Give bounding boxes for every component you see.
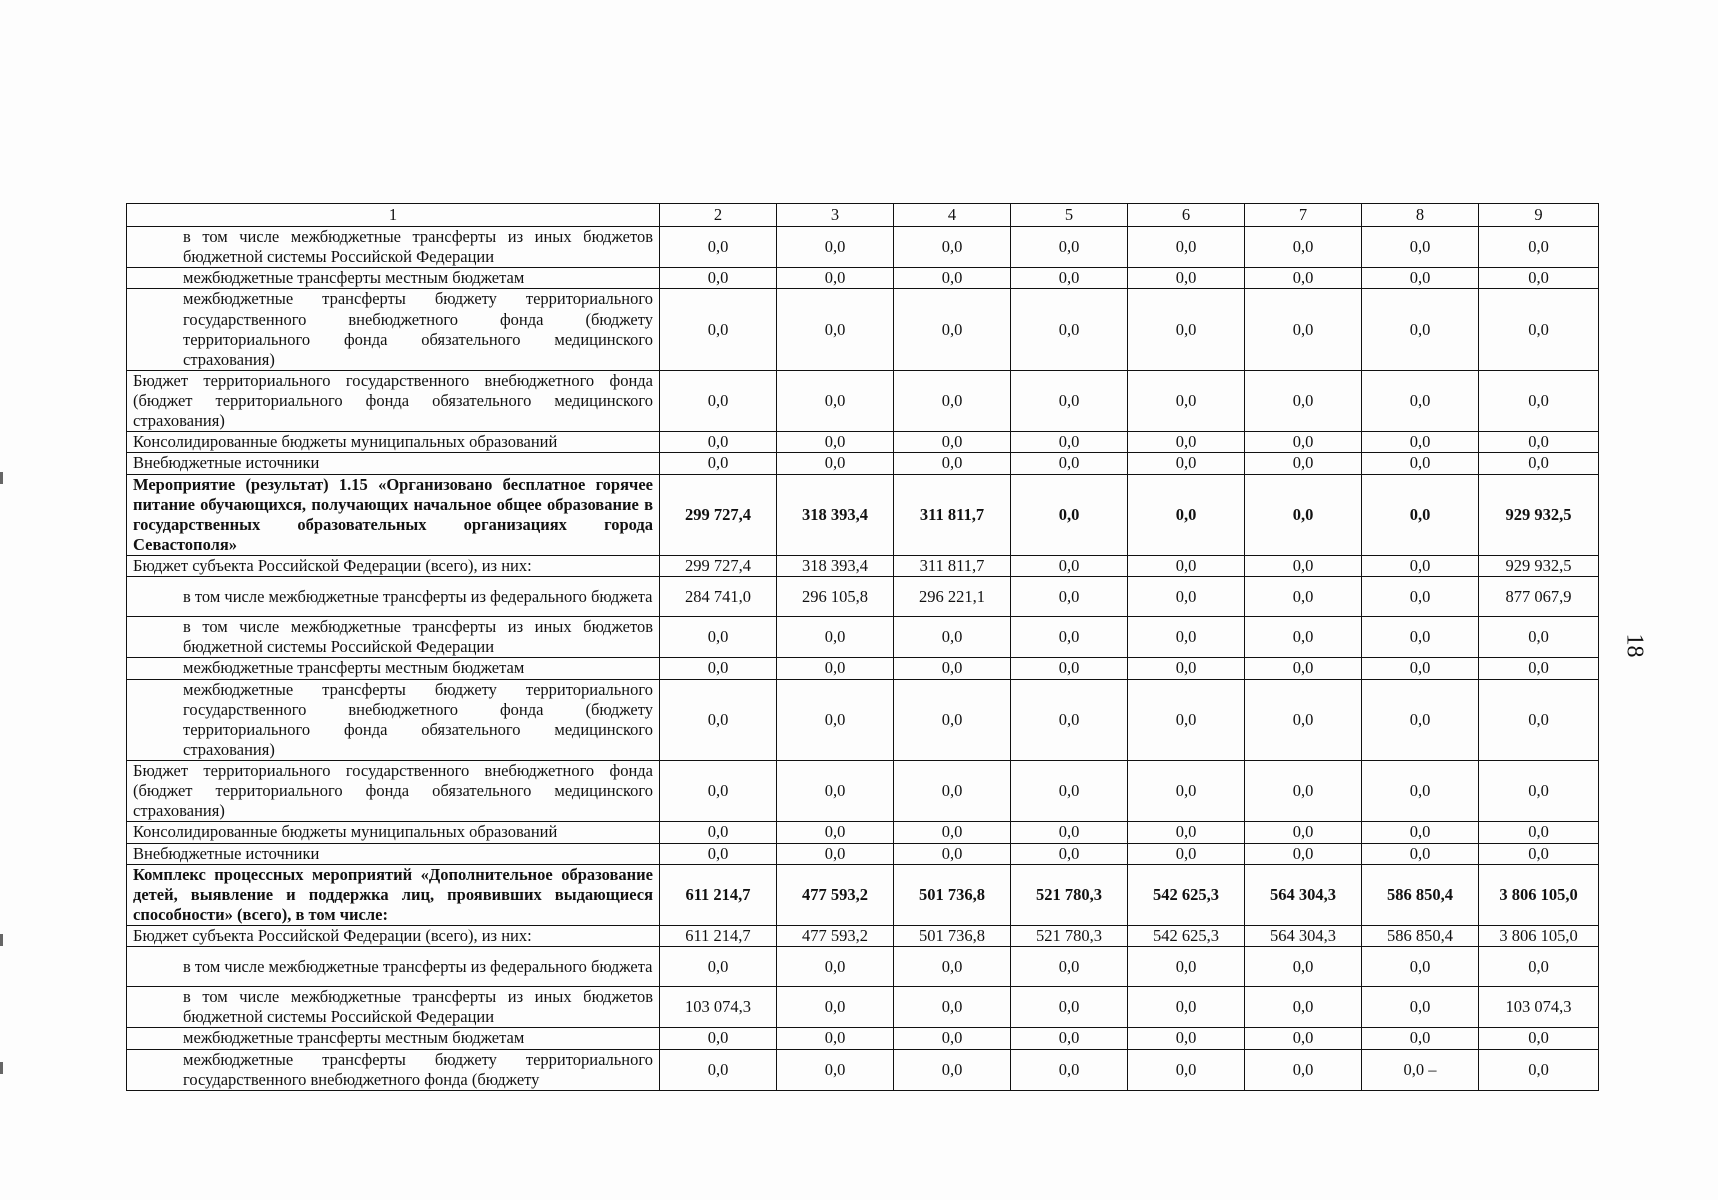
value-cell: 0,0 bbox=[1362, 617, 1479, 658]
column-header: 3 bbox=[777, 204, 894, 227]
value-cell: 311 811,7 bbox=[894, 556, 1011, 577]
page-number: 18 bbox=[1621, 633, 1648, 658]
value-cell: 0,0 – bbox=[1362, 1049, 1479, 1090]
table-row bbox=[127, 761, 1599, 822]
value-cell: 0,0 bbox=[1011, 370, 1128, 431]
value-cell: 0,0 bbox=[894, 843, 1011, 864]
row-label: Бюджет территориального государственного внебюджетного фонда (бюджет территориального фонда обязательного медицинского страхования) bbox=[127, 761, 660, 822]
value-cell: 586 850,4 bbox=[1362, 926, 1479, 947]
value-cell: 0,0 bbox=[1011, 679, 1128, 761]
value-cell: 0,0 bbox=[660, 822, 777, 843]
value-cell: 0,0 bbox=[1128, 556, 1245, 577]
value-cell: 0,0 bbox=[777, 1049, 894, 1090]
value-cell: 0,0 bbox=[1362, 987, 1479, 1028]
value-cell: 477 593,2 bbox=[777, 864, 894, 925]
value-cell: 0,0 bbox=[1245, 268, 1362, 289]
value-cell: 0,0 bbox=[660, 843, 777, 864]
value-cell: 0,0 bbox=[1362, 843, 1479, 864]
value-cell: 0,0 bbox=[660, 679, 777, 761]
column-header: 8 bbox=[1362, 204, 1479, 227]
table-row bbox=[127, 289, 1599, 371]
value-cell: 0,0 bbox=[894, 1028, 1011, 1049]
table-row bbox=[127, 617, 1599, 658]
value-cell: 0,0 bbox=[1479, 289, 1599, 371]
value-cell: 0,0 bbox=[777, 843, 894, 864]
column-header: 5 bbox=[1011, 204, 1128, 227]
value-cell: 0,0 bbox=[1479, 227, 1599, 268]
value-cell: 586 850,4 bbox=[1362, 864, 1479, 925]
row-label: Бюджет территориального государственного внебюджетного фонда (бюджет территориального фонда обязательного медицинского страхования) bbox=[127, 370, 660, 431]
column-header: 6 bbox=[1128, 204, 1245, 227]
value-cell: 284 741,0 bbox=[660, 577, 777, 617]
value-cell: 611 214,7 bbox=[660, 926, 777, 947]
value-cell: 0,0 bbox=[1479, 843, 1599, 864]
scan-margin-mark bbox=[0, 934, 3, 946]
value-cell: 318 393,4 bbox=[777, 556, 894, 577]
table-row bbox=[127, 453, 1599, 474]
value-cell: 0,0 bbox=[660, 1028, 777, 1049]
table-row bbox=[127, 822, 1599, 843]
table-row bbox=[127, 474, 1599, 556]
row-label: Бюджет субъекта Российской Федерации (всего), из них: bbox=[127, 556, 660, 577]
value-cell: 0,0 bbox=[1128, 289, 1245, 371]
value-cell: 0,0 bbox=[894, 432, 1011, 453]
table-row bbox=[127, 268, 1599, 289]
row-label: Комплекс процессных мероприятий «Дополнительное образование детей, выявление и поддержка лиц, проявивших выдающиеся способности» (всего), в том числе: bbox=[127, 864, 660, 925]
value-cell: 0,0 bbox=[777, 370, 894, 431]
value-cell: 0,0 bbox=[777, 432, 894, 453]
value-cell: 0,0 bbox=[1011, 658, 1128, 679]
value-cell: 0,0 bbox=[894, 617, 1011, 658]
value-cell: 521 780,3 bbox=[1011, 926, 1128, 947]
value-cell: 0,0 bbox=[894, 822, 1011, 843]
value-cell: 0,0 bbox=[1245, 987, 1362, 1028]
value-cell: 0,0 bbox=[1128, 1028, 1245, 1049]
row-label: Бюджет субъекта Российской Федерации (всего), из них: bbox=[127, 926, 660, 947]
value-cell: 0,0 bbox=[1245, 556, 1362, 577]
value-cell: 0,0 bbox=[1245, 822, 1362, 843]
value-cell: 0,0 bbox=[1128, 370, 1245, 431]
value-cell: 0,0 bbox=[1362, 268, 1479, 289]
value-cell: 501 736,8 bbox=[894, 926, 1011, 947]
value-cell: 0,0 bbox=[777, 822, 894, 843]
table-row bbox=[127, 926, 1599, 947]
value-cell: 0,0 bbox=[1011, 617, 1128, 658]
budget-table bbox=[126, 203, 1599, 1091]
value-cell: 0,0 bbox=[1479, 453, 1599, 474]
value-cell: 0,0 bbox=[1362, 947, 1479, 987]
value-cell: 0,0 bbox=[1011, 1028, 1128, 1049]
value-cell: 564 304,3 bbox=[1245, 864, 1362, 925]
value-cell: 0,0 bbox=[894, 227, 1011, 268]
value-cell: 521 780,3 bbox=[1011, 864, 1128, 925]
value-cell: 0,0 bbox=[1479, 947, 1599, 987]
row-label: межбюджетные трансферты местным бюджетам bbox=[127, 658, 660, 679]
value-cell: 299 727,4 bbox=[660, 556, 777, 577]
value-cell: 0,0 bbox=[1128, 432, 1245, 453]
value-cell: 0,0 bbox=[1011, 556, 1128, 577]
value-cell: 501 736,8 bbox=[894, 864, 1011, 925]
table-row bbox=[127, 432, 1599, 453]
value-cell: 0,0 bbox=[1479, 268, 1599, 289]
value-cell: 103 074,3 bbox=[660, 987, 777, 1028]
value-cell: 0,0 bbox=[1128, 843, 1245, 864]
value-cell: 0,0 bbox=[1245, 1028, 1362, 1049]
value-cell: 0,0 bbox=[1245, 370, 1362, 431]
value-cell: 929 932,5 bbox=[1479, 474, 1599, 556]
value-cell: 0,0 bbox=[1011, 822, 1128, 843]
value-cell: 0,0 bbox=[1011, 1049, 1128, 1090]
row-label: межбюджетные трансферты местным бюджетам bbox=[127, 268, 660, 289]
value-cell: 0,0 bbox=[1362, 432, 1479, 453]
value-cell: 0,0 bbox=[1128, 577, 1245, 617]
value-cell: 0,0 bbox=[1362, 658, 1479, 679]
value-cell: 0,0 bbox=[1479, 679, 1599, 761]
row-label: Консолидированные бюджеты муниципальных образований bbox=[127, 822, 660, 843]
value-cell: 0,0 bbox=[777, 679, 894, 761]
table-row bbox=[127, 577, 1599, 617]
value-cell: 0,0 bbox=[1011, 289, 1128, 371]
value-cell: 0,0 bbox=[1011, 947, 1128, 987]
row-label: Консолидированные бюджеты муниципальных образований bbox=[127, 432, 660, 453]
value-cell: 0,0 bbox=[1362, 474, 1479, 556]
row-label: межбюджетные трансферты бюджету территориального государственного внебюджетного фонда (бюджету территориального фонда обязательного медицинского страхования) bbox=[127, 679, 660, 761]
value-cell: 0,0 bbox=[1362, 370, 1479, 431]
value-cell: 0,0 bbox=[777, 658, 894, 679]
scan-margin-mark bbox=[0, 1062, 3, 1074]
value-cell: 296 221,1 bbox=[894, 577, 1011, 617]
row-label: в том числе межбюджетные трансферты из иных бюджетов бюджетной системы Российской Федерации bbox=[127, 987, 660, 1028]
value-cell: 0,0 bbox=[894, 679, 1011, 761]
value-cell: 0,0 bbox=[894, 987, 1011, 1028]
value-cell: 0,0 bbox=[894, 289, 1011, 371]
value-cell: 3 806 105,0 bbox=[1479, 864, 1599, 925]
value-cell: 0,0 bbox=[894, 268, 1011, 289]
value-cell: 0,0 bbox=[660, 658, 777, 679]
value-cell: 103 074,3 bbox=[1479, 987, 1599, 1028]
value-cell: 0,0 bbox=[777, 987, 894, 1028]
value-cell: 0,0 bbox=[660, 453, 777, 474]
value-cell: 0,0 bbox=[1479, 822, 1599, 843]
value-cell: 0,0 bbox=[1011, 432, 1128, 453]
value-cell: 0,0 bbox=[1362, 761, 1479, 822]
value-cell: 0,0 bbox=[1011, 577, 1128, 617]
value-cell: 0,0 bbox=[1362, 822, 1479, 843]
value-cell: 0,0 bbox=[1245, 432, 1362, 453]
value-cell: 0,0 bbox=[1245, 1049, 1362, 1090]
value-cell: 299 727,4 bbox=[660, 474, 777, 556]
row-label: в том числе межбюджетные трансферты из федерального бюджета bbox=[127, 947, 660, 987]
table-row bbox=[127, 947, 1599, 987]
value-cell: 0,0 bbox=[660, 761, 777, 822]
value-cell: 0,0 bbox=[660, 432, 777, 453]
value-cell: 0,0 bbox=[1128, 227, 1245, 268]
value-cell: 0,0 bbox=[894, 947, 1011, 987]
value-cell: 0,0 bbox=[1245, 843, 1362, 864]
value-cell: 0,0 bbox=[894, 453, 1011, 474]
value-cell: 0,0 bbox=[777, 453, 894, 474]
table-row bbox=[127, 864, 1599, 925]
value-cell: 0,0 bbox=[1011, 474, 1128, 556]
value-cell: 0,0 bbox=[894, 1049, 1011, 1090]
value-cell: 0,0 bbox=[1128, 617, 1245, 658]
table-row bbox=[127, 658, 1599, 679]
table-row bbox=[127, 843, 1599, 864]
value-cell: 0,0 bbox=[1245, 474, 1362, 556]
value-cell: 0,0 bbox=[777, 947, 894, 987]
value-cell: 0,0 bbox=[1245, 617, 1362, 658]
value-cell: 0,0 bbox=[777, 1028, 894, 1049]
value-cell: 0,0 bbox=[777, 227, 894, 268]
value-cell: 0,0 bbox=[1479, 1028, 1599, 1049]
table-row bbox=[127, 227, 1599, 268]
value-cell: 0,0 bbox=[1245, 761, 1362, 822]
value-cell: 542 625,3 bbox=[1128, 926, 1245, 947]
column-header: 2 bbox=[660, 204, 777, 227]
scan-margin-mark bbox=[0, 472, 3, 484]
value-cell: 0,0 bbox=[1479, 617, 1599, 658]
table-row bbox=[127, 679, 1599, 761]
value-cell: 0,0 bbox=[1362, 453, 1479, 474]
column-header: 7 bbox=[1245, 204, 1362, 227]
row-label: Внебюджетные источники bbox=[127, 453, 660, 474]
value-cell: 0,0 bbox=[894, 761, 1011, 822]
table-row bbox=[127, 987, 1599, 1028]
value-cell: 0,0 bbox=[660, 617, 777, 658]
value-cell: 0,0 bbox=[1128, 822, 1245, 843]
column-header: 9 bbox=[1479, 204, 1599, 227]
value-cell: 311 811,7 bbox=[894, 474, 1011, 556]
column-header: 1 bbox=[127, 204, 660, 227]
value-cell: 0,0 bbox=[660, 1049, 777, 1090]
value-cell: 0,0 bbox=[1011, 227, 1128, 268]
value-cell: 0,0 bbox=[1245, 289, 1362, 371]
value-cell: 0,0 bbox=[1011, 453, 1128, 474]
value-cell: 0,0 bbox=[1011, 268, 1128, 289]
table-row bbox=[127, 370, 1599, 431]
column-header: 4 bbox=[894, 204, 1011, 227]
value-cell: 0,0 bbox=[660, 370, 777, 431]
value-cell: 0,0 bbox=[1128, 987, 1245, 1028]
value-cell: 477 593,2 bbox=[777, 926, 894, 947]
row-label: в том числе межбюджетные трансферты из федерального бюджета bbox=[127, 577, 660, 617]
value-cell: 0,0 bbox=[1128, 658, 1245, 679]
value-cell: 0,0 bbox=[1128, 453, 1245, 474]
value-cell: 0,0 bbox=[1245, 658, 1362, 679]
value-cell: 0,0 bbox=[777, 289, 894, 371]
value-cell: 0,0 bbox=[1479, 761, 1599, 822]
value-cell: 0,0 bbox=[1479, 370, 1599, 431]
value-cell: 3 806 105,0 bbox=[1479, 926, 1599, 947]
value-cell: 0,0 bbox=[1128, 761, 1245, 822]
value-cell: 0,0 bbox=[1128, 268, 1245, 289]
row-label: Мероприятие (результат) 1.15 «Организовано бесплатное горячее питание обучающихся, получающих начальное общее образование в государственных образовательных организациях города Севастополя» bbox=[127, 474, 660, 556]
value-cell: 0,0 bbox=[894, 658, 1011, 679]
value-cell: 0,0 bbox=[1128, 474, 1245, 556]
value-cell: 0,0 bbox=[1245, 227, 1362, 268]
value-cell: 0,0 bbox=[1362, 1028, 1479, 1049]
row-label: в том числе межбюджетные трансферты из иных бюджетов бюджетной системы Российской Федерации bbox=[127, 617, 660, 658]
value-cell: 611 214,7 bbox=[660, 864, 777, 925]
value-cell: 0,0 bbox=[1128, 679, 1245, 761]
value-cell: 0,0 bbox=[1479, 432, 1599, 453]
value-cell: 0,0 bbox=[660, 227, 777, 268]
value-cell: 0,0 bbox=[660, 289, 777, 371]
table-row bbox=[127, 1049, 1599, 1090]
value-cell: 0,0 bbox=[894, 370, 1011, 431]
value-cell: 0,0 bbox=[1245, 453, 1362, 474]
value-cell: 0,0 bbox=[1011, 987, 1128, 1028]
value-cell: 296 105,8 bbox=[777, 577, 894, 617]
value-cell: 0,0 bbox=[1245, 947, 1362, 987]
row-label: в том числе межбюджетные трансферты из иных бюджетов бюджетной системы Российской Федерации bbox=[127, 227, 660, 268]
value-cell: 542 625,3 bbox=[1128, 864, 1245, 925]
value-cell: 929 932,5 bbox=[1479, 556, 1599, 577]
value-cell: 318 393,4 bbox=[777, 474, 894, 556]
value-cell: 0,0 bbox=[1245, 679, 1362, 761]
value-cell: 0,0 bbox=[777, 268, 894, 289]
row-label: межбюджетные трансферты бюджету территориального государственного внебюджетного фонда (бюджету bbox=[127, 1049, 660, 1090]
value-cell: 0,0 bbox=[1362, 679, 1479, 761]
table-body bbox=[127, 204, 1599, 1091]
row-label: межбюджетные трансферты местным бюджетам bbox=[127, 1028, 660, 1049]
value-cell: 0,0 bbox=[1362, 577, 1479, 617]
value-cell: 0,0 bbox=[1362, 556, 1479, 577]
table-row bbox=[127, 556, 1599, 577]
value-cell: 0,0 bbox=[777, 761, 894, 822]
value-cell: 0,0 bbox=[660, 268, 777, 289]
value-cell: 0,0 bbox=[1011, 761, 1128, 822]
value-cell: 0,0 bbox=[777, 617, 894, 658]
value-cell: 0,0 bbox=[1362, 227, 1479, 268]
value-cell: 0,0 bbox=[660, 947, 777, 987]
value-cell: 0,0 bbox=[1479, 1049, 1599, 1090]
value-cell: 0,0 bbox=[1011, 843, 1128, 864]
value-cell: 0,0 bbox=[1128, 947, 1245, 987]
value-cell: 877 067,9 bbox=[1479, 577, 1599, 617]
row-label: межбюджетные трансферты бюджету территориального государственного внебюджетного фонда (бюджету территориального фонда обязательного медицинского страхования) bbox=[127, 289, 660, 371]
row-label: Внебюджетные источники bbox=[127, 843, 660, 864]
value-cell: 0,0 bbox=[1245, 577, 1362, 617]
value-cell: 0,0 bbox=[1128, 1049, 1245, 1090]
column-number-header-row bbox=[127, 204, 1599, 227]
value-cell: 564 304,3 bbox=[1245, 926, 1362, 947]
value-cell: 0,0 bbox=[1362, 289, 1479, 371]
table-row bbox=[127, 1028, 1599, 1049]
value-cell: 0,0 bbox=[1479, 658, 1599, 679]
